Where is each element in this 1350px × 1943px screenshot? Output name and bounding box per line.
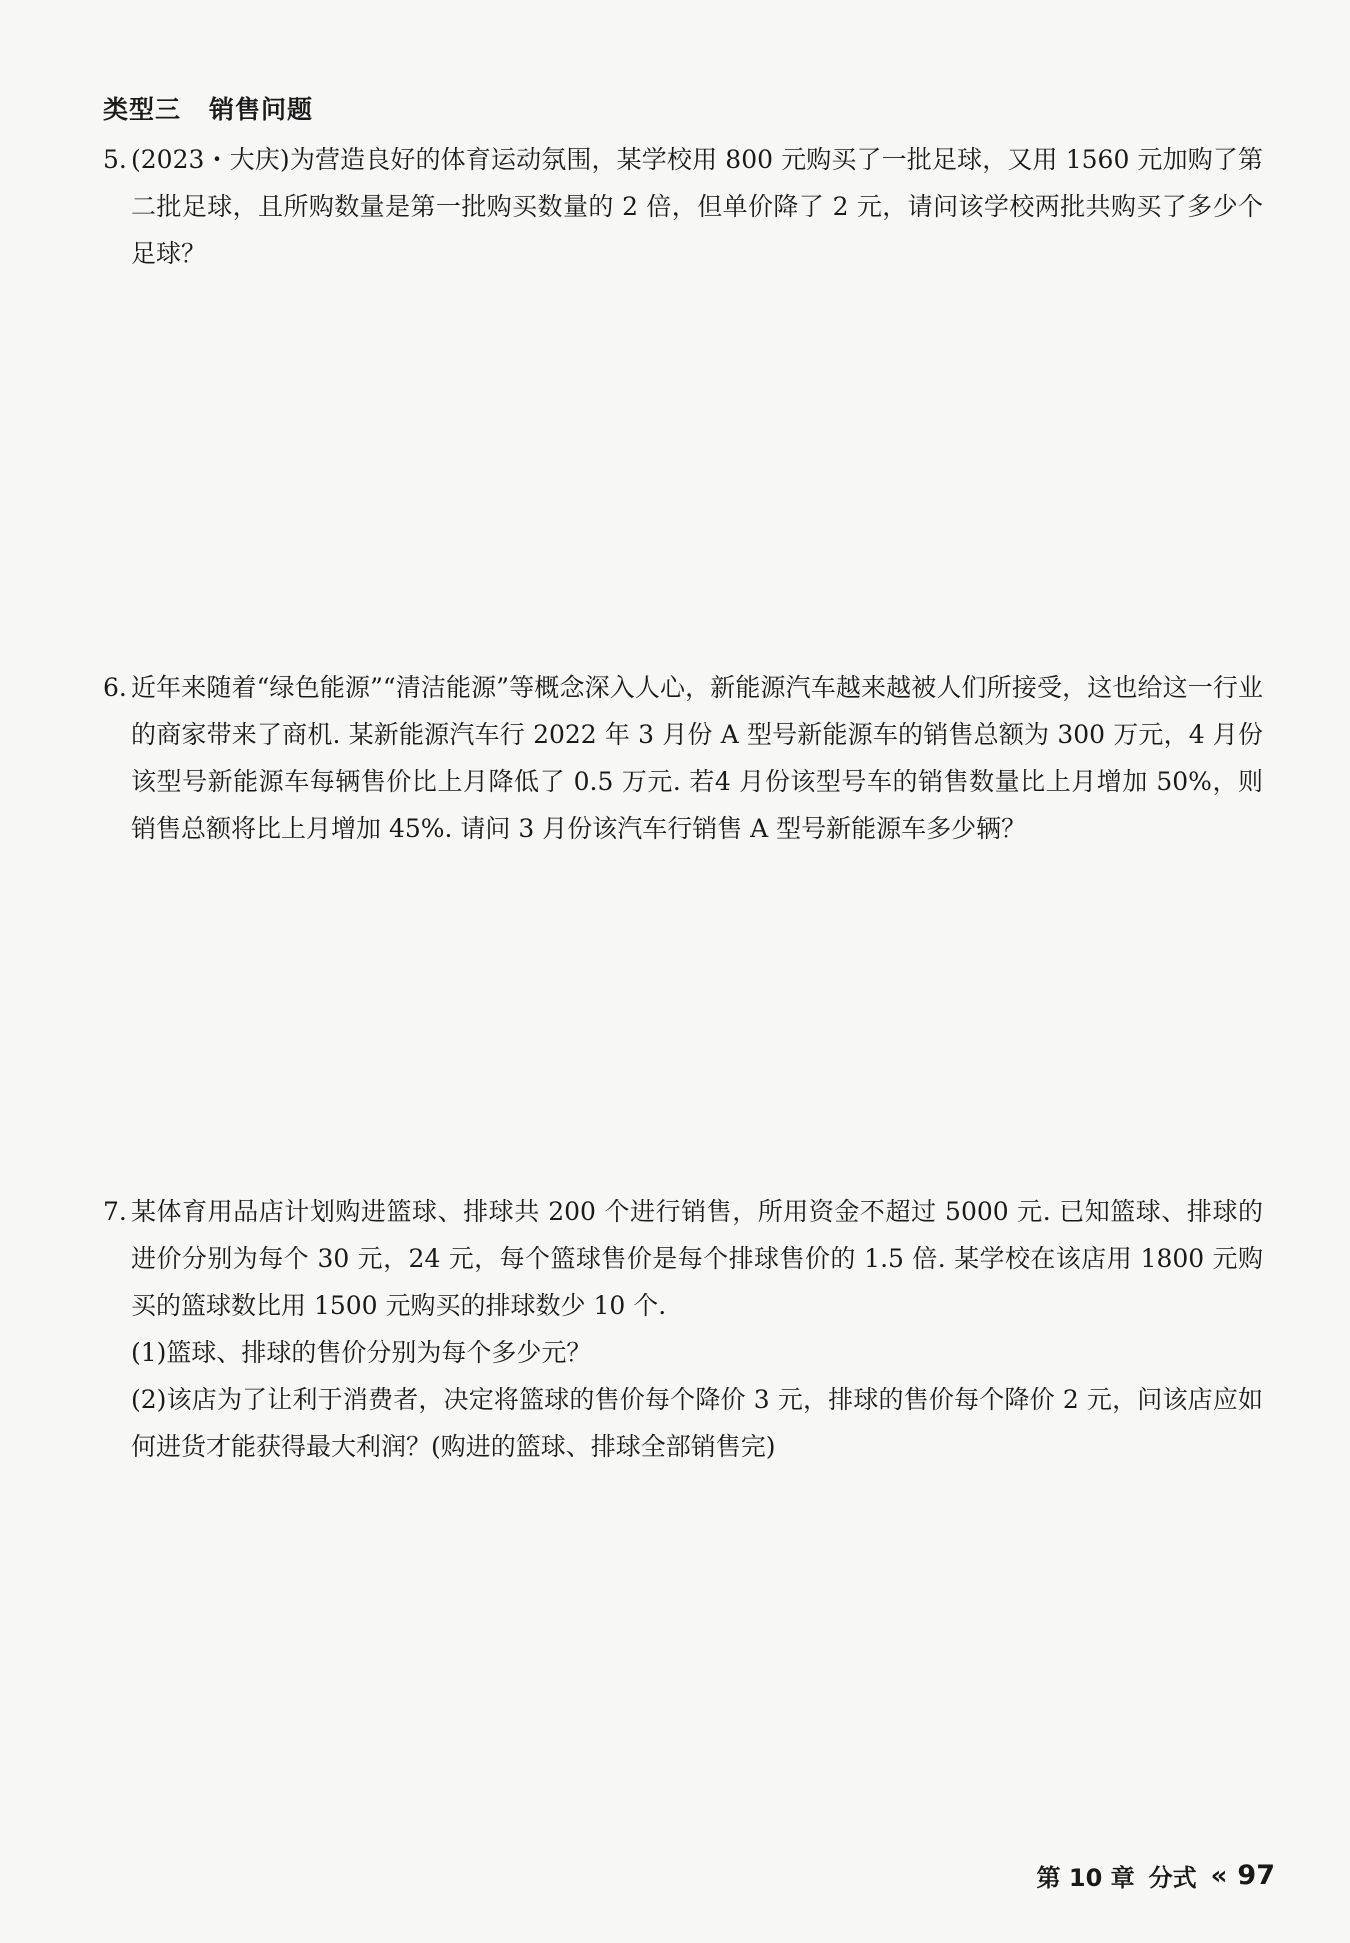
chapter-topic: 分式	[1148, 1864, 1197, 1892]
problem-6	[103, 664, 1263, 852]
section-topic-label: 销售问题	[209, 95, 314, 124]
problem-text: (2023・大庆)为营造良好的体育运动氛围，某学校用 800 元购买了一批足球，又用 1560 元加购了第二批足球，且所购数量是第一批购买数量的 2 倍，但单价降了 2 元，请问该学校两批共购买了多少个足球？	[131, 145, 1263, 268]
problem-7	[103, 1188, 1263, 1470]
page-footer	[1037, 1858, 1275, 1893]
chapter-label: 第 10 章	[1036, 1864, 1135, 1892]
problem-5	[103, 136, 1263, 277]
double-chevron-left-icon: «	[1210, 1860, 1224, 1891]
sub-question-2: (2)该店为了让利于消费者，决定将篮球的售价每个降价 3 元，排球的售价每个降价 2 元，问该店应如何进货才能获得最大利润？(购进的篮球、排球全部销售完)	[131, 1385, 1263, 1461]
problem-number: 5.	[103, 145, 127, 174]
page-number: 97	[1237, 1860, 1275, 1891]
problem-number: 6.	[103, 673, 127, 702]
problem-text: 某体育用品店计划购进篮球、排球共 200 个进行销售，所用资金不超过 5000 元. 已知篮球、排球的进价分别为每个 30 元，24 元，每个篮球售价是每个排球售价的 1.5 倍. 某学校在该店用 1800 元购买的篮球数比用 1500 元购买的排球数少 10 个.	[131, 1197, 1263, 1320]
sub-question-1: (1)篮球、排球的售价分别为每个多少元？	[131, 1338, 592, 1367]
problem-number: 7.	[103, 1197, 127, 1226]
section-heading	[103, 90, 313, 126]
problem-text: 近年来随着“绿色能源”“清洁能源”等概念深入人心，新能源汽车越来越被人们所接受，这也给这一行业的商家带来了商机. 某新能源汽车行 2022 年 3 月份 A 型号新能源车的销售总额为 300 万元，4 月份该型号新能源车每辆售价比上月降低了 0.5 万元. 若4 月份该型号车的销售数量比上月增加 50%，则销售总额将比上月增加 45%. 请问 3 月份该汽车行销售 A 型号新能源车多少辆？	[131, 673, 1263, 843]
section-type-label: 类型三	[103, 95, 182, 124]
